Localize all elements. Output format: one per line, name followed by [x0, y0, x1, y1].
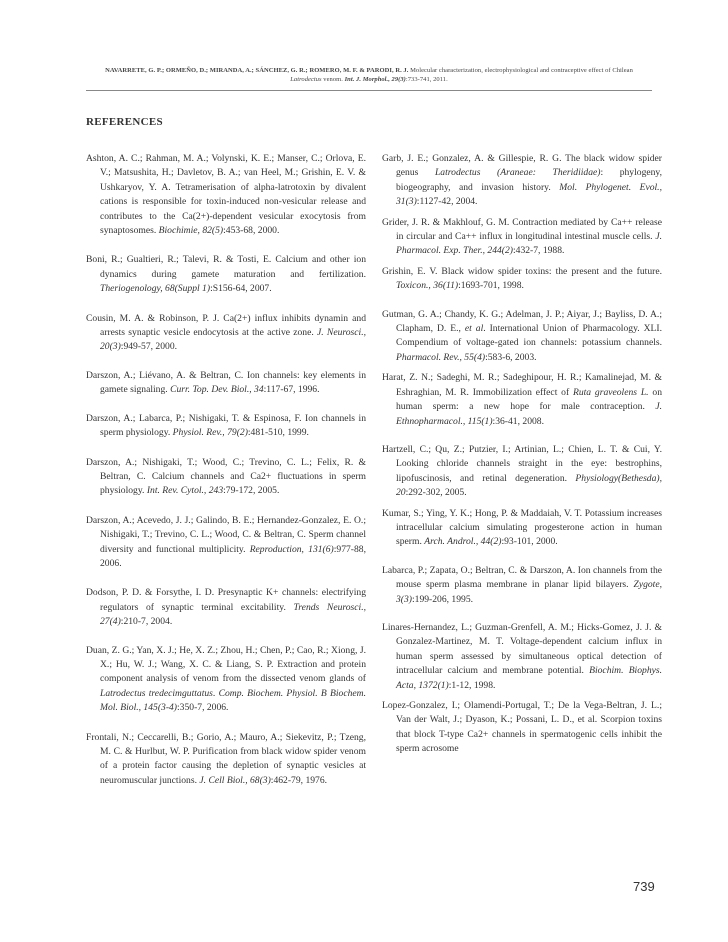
reference-text: :481-510, 1999. [247, 427, 309, 439]
reference-text: Hartzell, C.; Qu, Z.; Putzier, I.; Artinian, L.; Chien, L. T. & Cui, Y. Looking chloride channels straight in the eye: bestrophins, lipofuscinosis, and retinal degeneration. [382, 443, 662, 484]
reference-source: J. Pharmacol. Exp. Ther., 244(2) [396, 231, 662, 257]
reference-entry [86, 731, 366, 789]
reference-source: Toxicon., 36(11) [396, 280, 459, 292]
header-pages: :733-741, 2011. [405, 76, 448, 83]
reference-entry [86, 644, 366, 716]
reference-text: :36-41, 2008. [492, 415, 544, 427]
reference-text: Frontali, N.; Ceccarelli, B.; Gorio, A.; Mauro, A.; Siekevitz, P.; Tzeng, M. C. & Hurlbut, W. P. Purification from black widow spider venom of a protein factor causing the depletion of synaptic vesicles at neuromuscular junctions. [86, 731, 366, 786]
reference-source: et al [464, 323, 484, 335]
reference-text: :S156-64, 2007. [210, 283, 272, 295]
reference-entry [382, 371, 662, 429]
reference-entry [382, 308, 662, 366]
header-journal: Int. J. Morphol., 29(3) [344, 76, 406, 83]
reference-source: Mol. Phylogenet. Evol., 31(3) [396, 181, 662, 208]
reference-text: Garb, J. E.; Gonzalez, A. & Gillespie, R. G. The black widow spider genus [382, 153, 662, 179]
reference-source: Biochim. Biophys. Acta, 1372(1) [396, 665, 663, 691]
reference-entry [382, 621, 662, 693]
reference-text: Harat, Z. N.; Sadeghi, M. R.; Sadeghipour, H. R.; Kamalinejad, M. & Eshraghian, M. R. Immobilization effect of [382, 372, 662, 398]
reference-text: :583-6, 2003. [485, 351, 537, 363]
reference-text: :292-302, 2005. [405, 487, 467, 499]
reference-text: Darszon, A.; Acevedo, J. J.; Galindo, B. E.; Hernandez-Gonzalez, E. O.; Nishigaki, T.; Trevino, C. L.; Wood, C. & Beltran, C. Sperm channel diversity and functional multiplicity. [86, 514, 366, 555]
reference-entry [382, 443, 662, 501]
reference-source: Latrodectus (Araneae: Theridiidae) [434, 167, 601, 179]
reference-source: Zygote, 3(3) [396, 579, 662, 605]
reference-text: Labarca, P.; Zapata, O.; Beltran, C. & Darszon, A. Ion channels from the mouse sperm plasma membrane in planar lipid bilayers. [382, 564, 662, 591]
reference-text: :79-172, 2005. [223, 485, 280, 497]
reference-text: :210-7, 2004. [120, 616, 173, 628]
reference-text: :93-101, 2000. [501, 536, 558, 548]
reference-text: Darszon, A.; Labarca, P.; Nishigaki, T. & Espinosa, F. Ion channels in sperm physiology. [86, 412, 366, 439]
reference-text: Dodson, P. D. & Forsythe, I. D. Presynaptic K+ channels: electrifying regulators of synaptic terminal excitability. [86, 587, 366, 613]
reference-text: Darszon, A.; Nishigaki, T.; Wood, C.; Trevino, C. L.; Felix, R. & Beltran, C. Calcium channels and Ca2+ fluctuations in sperm physiology. [86, 456, 366, 497]
reference-text: :117-67, 1996. [263, 384, 320, 396]
reference-text: Linares-Hernandez, L.; Guzman-Grenfell, A. M.; Hicks-Gomez, J. J. & Gonzalez-Martinez, M. T. Voltage-dependent calcium influx in human sperm assessed by simultaneous optical detection of intracellular calcium and membrane potential. [382, 621, 662, 677]
reference-text: :350-7, 2006. [177, 702, 229, 714]
reference-entry [86, 152, 366, 238]
reference-source: Trends Neurosci., 27(4) [100, 601, 367, 628]
reference-source: Reproduction, 131(6) [249, 543, 334, 555]
reference-source: Physiology(Bethesda), 20 [396, 472, 662, 499]
reference-text: Duan, Z. G.; Yan, X. J.; He, X. Z.; Zhou, H.; Chen, P.; Cao, R.; Xiong, J. X.; Hu, W. J.; Wang, X. C. & Liang, S. P. Extraction and protein component analysis of venom from the dissected venom glands of [86, 644, 366, 685]
reference-source: Comp. Biochem. Physiol. B Biochem. Mol. Biol., 145(3-4) [100, 687, 366, 714]
reference-source: J. Neurosci., 20(3) [100, 327, 367, 353]
reference-entry [382, 265, 662, 294]
reference-text: Lopez-Gonzalez, I.; Olamendi-Portugal, T.; De la Vega-Beltran, J. L.; Van der Walt, J.; Dyason, K.; Possani, L. D., et al. Scorpion toxins that block T-type Ca2+ channels in spermatogenic cells inhibit the sperm acrosome [382, 700, 662, 755]
reference-entry [86, 412, 366, 441]
reference-entry [382, 699, 662, 757]
reference-text: :199-206, 1995. [411, 593, 474, 605]
reference-text: :1-12, 1998. [448, 679, 496, 691]
header-title-line1: Molecular characterization, electrophysiological and contraceptive effect of Chilean [408, 67, 633, 74]
reference-source: Int. Rev. Cytol., 243 [146, 485, 224, 497]
reference-entry [382, 564, 662, 607]
reference-text: Grider, J. R. & Makhlouf, G. M. Contraction mediated by Ca++ release in circular and Ca++ influx in longitudinal intestinal muscle cells. [382, 216, 662, 243]
reference-text: Boni, R.; Gualtieri, R.; Talevi, R. & Tosti, E. Calcium and other ion dynamics during gamete maturation and fertilization. [86, 254, 366, 280]
page-number: 739 [633, 879, 655, 894]
header-venom: venom. [321, 76, 345, 83]
reference-text: on human sperm: a new hope for male contraception. [396, 386, 662, 413]
reference-source: Arch. Androl., 44(2) [424, 536, 502, 548]
reference-entry [86, 514, 366, 572]
reference-text: :453-68, 2000. [223, 225, 280, 237]
reference-text: :462-79, 1976. [270, 774, 328, 786]
reference-text: :977-88, 2006. [100, 543, 366, 569]
reference-source: Theriogenology, 68(Suppl 1) [100, 283, 211, 295]
reference-text: :949-57, 2000. [120, 341, 178, 353]
reference-entry [382, 152, 662, 210]
reference-entry [382, 216, 662, 259]
reference-text: :432-7, 1988. [512, 245, 565, 257]
reference-text: : phylogeny, biogeography, and invasion history. [396, 167, 662, 193]
reference-text: . [212, 687, 219, 699]
reference-text: :1127-42, 2004. [416, 196, 478, 208]
header-genus: Latrodectus [290, 76, 322, 83]
references-right-column [382, 152, 662, 757]
section-title: REFERENCES [86, 116, 163, 128]
reference-source: Curr. Top. Dev. Biol., 34 [170, 384, 264, 396]
reference-source: Physiol. Rev., 79(2) [172, 427, 248, 439]
header-rule [86, 90, 652, 91]
reference-source: Biochimie, 82(5) [158, 225, 224, 237]
reference-text: Darszon, A.; Liévano, A. & Beltran, C. Ion channels: key elements in gamete signaling. [86, 369, 366, 396]
reference-entry [382, 507, 662, 550]
reference-text: . International Union of Pharmacology. XLI. Compendium of voltage-gated ion channels: potassium channels. [396, 323, 662, 349]
running-header [86, 66, 652, 84]
reference-text: Ashton, A. C.; Rahman, M. A.; Volynski, K. E.; Manser, C.; Orlova, E. V.; Matsushita, H.; Davletov, B. A.; van Heel, M.; Grishin, E. V. & Ushkaryov, Y. A. Tetramerisation of alpha-latrotoxin by divalent cations is responsible for toxin-induced non-vesicular release and contributes to the Ca(2+)-dependent vesicular exocytosis from synaptosomes. [86, 153, 366, 237]
reference-source: J. Ethnopharmacol., 115(1) [396, 401, 662, 427]
reference-text: Kumar, S.; Ying, Y. K.; Hong, P. & Maddaiah, V. T. Potassium increases intracellular calcium simulating progesterone action in human sperm. [382, 507, 662, 548]
reference-entry [86, 312, 366, 355]
reference-text: Grishin, E. V. Black widow spider toxins: the present and the future. [382, 265, 662, 277]
reference-text: Gutman, G. A.; Chandy, K. G.; Adelman, J. P.; Aiyar, J.; Bayliss, D. A.; Clapham, D. E., [382, 308, 662, 335]
references-left-column [86, 152, 366, 788]
reference-text: :1693-701, 1998. [458, 280, 524, 292]
reference-entry [86, 586, 366, 629]
reference-entry [86, 253, 366, 296]
reference-entry [86, 456, 366, 499]
reference-source: Latrodectus tredecimguttatus [100, 687, 213, 699]
reference-source: Pharmacol. Rev., 55(4) [396, 351, 486, 363]
reference-source: J. Cell Biol., 68(3) [199, 774, 271, 786]
header-authors: NAVARRETE, G. P.; ORMEÑO, D.; MIRANDA, A.; SÁNCHEZ, G. R.; ROMERO, M. F. & PARODI, R. J. [105, 67, 409, 74]
reference-text: Cousin, M. A. & Robinson, P. J. Ca(2+) influx inhibits dynamin and arrests synaptic vesicle endocytosis at the active zone. [86, 312, 366, 339]
reference-source: Ruta graveolens L. [572, 386, 649, 398]
reference-entry [86, 369, 366, 398]
